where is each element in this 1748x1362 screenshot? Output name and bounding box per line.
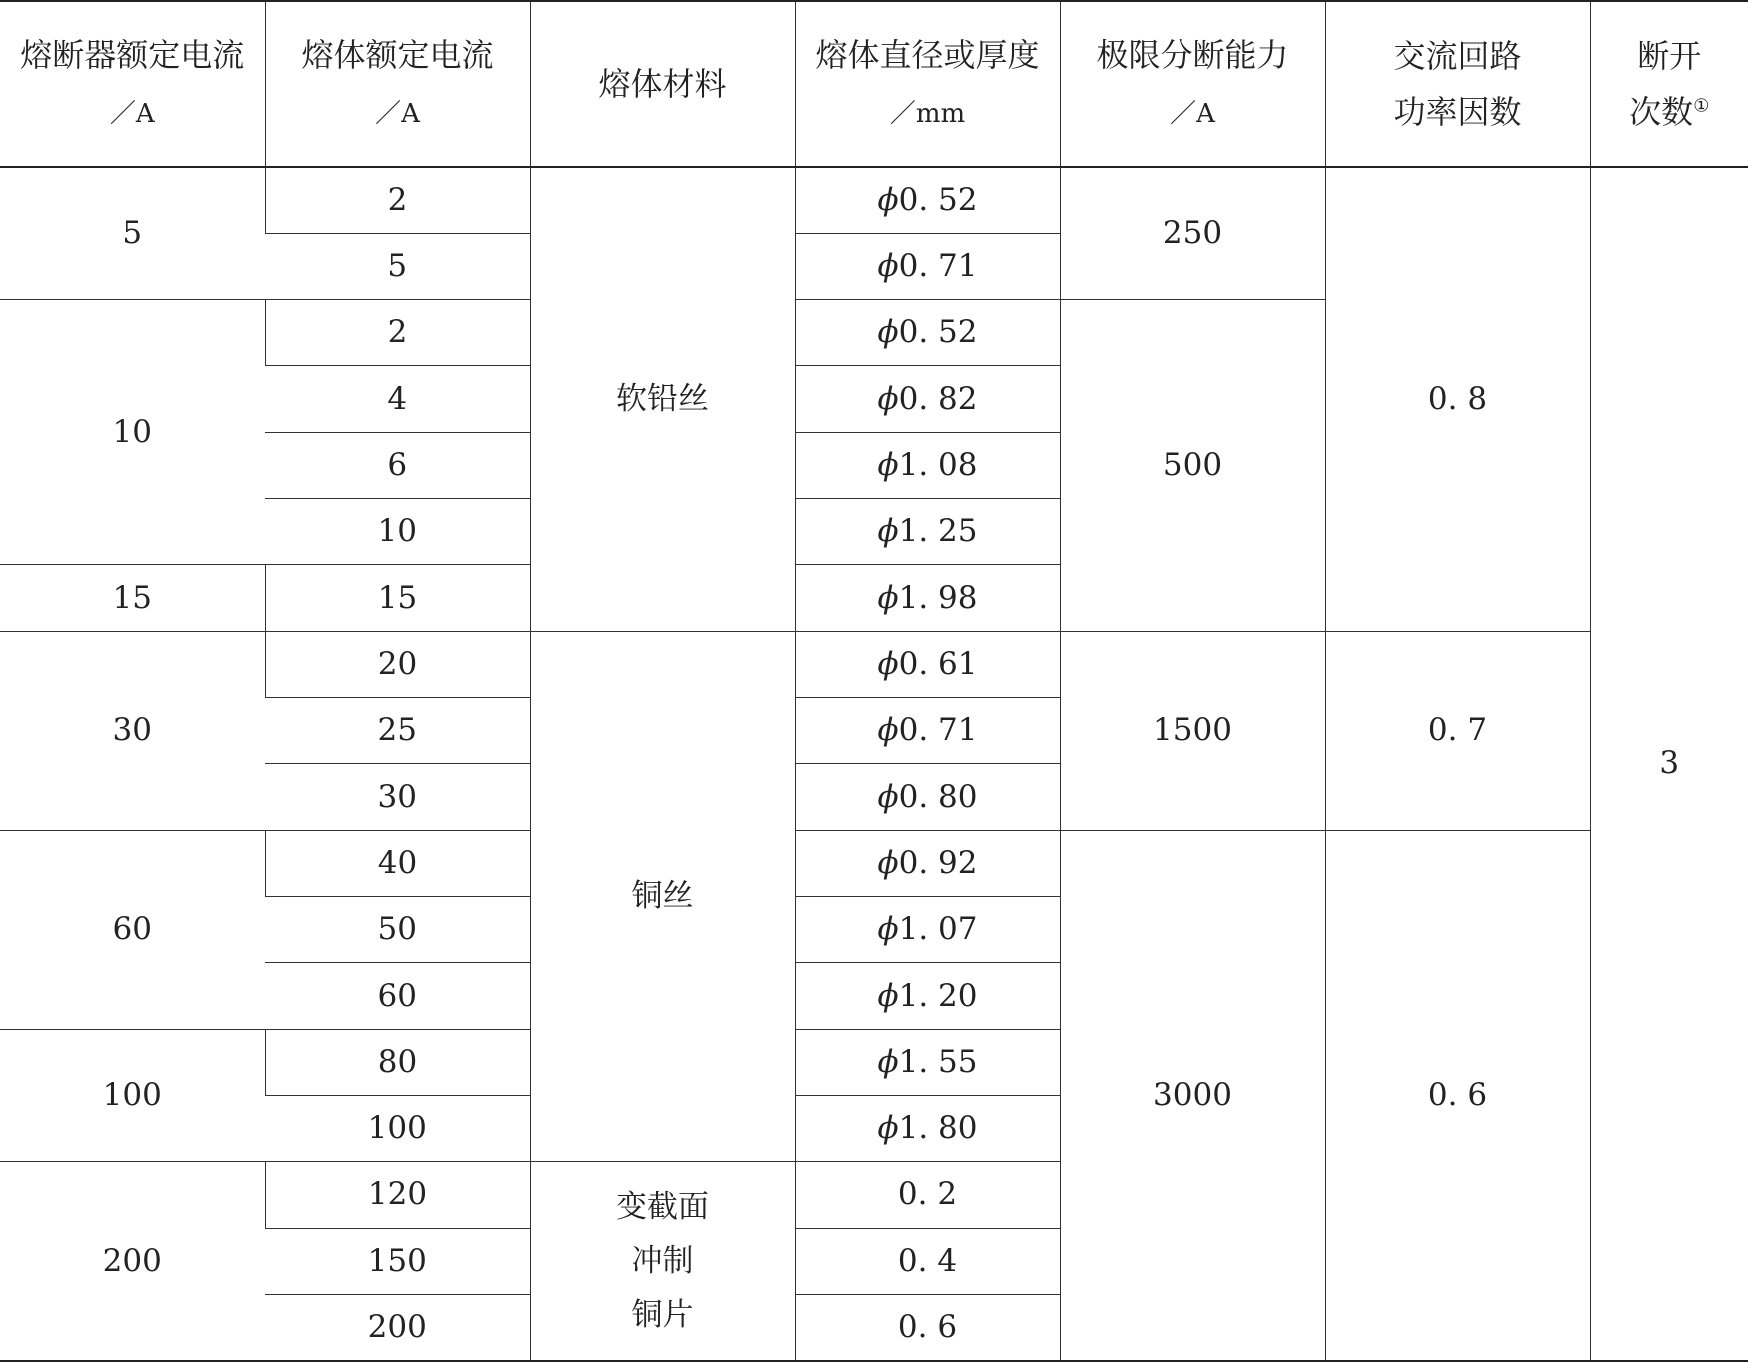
- breaking-capacity-cell: 500: [1060, 300, 1325, 632]
- diameter-value: 0. 92: [898, 844, 978, 881]
- header-label: 熔断器额定电流: [20, 35, 245, 74]
- melt-rating-cell: 6: [265, 432, 530, 498]
- melt-rating-cell: 80: [265, 1029, 530, 1095]
- diameter-cell: [795, 499, 1060, 565]
- header-break-times: [1590, 1, 1748, 167]
- diameter-cell: [795, 1029, 1060, 1095]
- fuse-rating-cell: 10: [0, 300, 265, 565]
- diameter-value: 0. 71: [898, 247, 978, 284]
- breaking-capacity-cell: 1500: [1060, 631, 1325, 830]
- diameter-value: 1. 20: [898, 977, 978, 1014]
- fuse-rating-cell: 5: [0, 167, 265, 300]
- diameter-cell: [795, 366, 1060, 432]
- diameter-value: 0. 52: [898, 181, 978, 218]
- melt-rating-cell: 15: [265, 565, 530, 631]
- phi-symbol: ϕ: [877, 446, 899, 483]
- melt-rating-cell: 40: [265, 830, 530, 896]
- fuse-rating-cell: 15: [0, 565, 265, 631]
- diameter-value: 1. 98: [898, 579, 978, 616]
- phi-symbol: ϕ: [877, 844, 899, 881]
- power-factor-cell: 0. 7: [1325, 631, 1590, 830]
- breaking-capacity-cell: 3000: [1060, 830, 1325, 1361]
- header-label: 交流回路: [1393, 37, 1522, 75]
- diameter-value: 0. 52: [898, 314, 978, 351]
- header-melt-material: [530, 1, 795, 167]
- phi-symbol: ϕ: [877, 380, 899, 417]
- fuse-rating-cell: 100: [0, 1029, 265, 1162]
- melt-rating-cell: 200: [265, 1295, 530, 1361]
- thickness-cell: 0. 2: [795, 1162, 1060, 1228]
- fuse-rating-cell: 60: [0, 830, 265, 1029]
- melt-rating-cell: 120: [265, 1162, 530, 1228]
- header-melt-diameter: [795, 1, 1060, 167]
- material-label: 铜片: [631, 1297, 694, 1334]
- diameter-cell: [795, 167, 1060, 233]
- header-melt-rated-current: [265, 1, 530, 167]
- material-label: 冲制: [631, 1243, 694, 1280]
- fuse-rating-cell: 200: [0, 1162, 265, 1361]
- phi-symbol: ϕ: [877, 579, 899, 616]
- table-row: [0, 631, 1748, 697]
- diameter-cell: [795, 233, 1060, 299]
- phi-symbol: ϕ: [877, 513, 899, 550]
- melt-rating-cell: 150: [265, 1228, 530, 1294]
- phi-symbol: ϕ: [877, 1043, 899, 1080]
- header-label: 功率因数: [1393, 93, 1522, 131]
- diameter-value: 1. 25: [898, 513, 978, 550]
- header-label: 熔体直径或厚度: [815, 35, 1040, 74]
- thickness-cell: 0. 4: [795, 1228, 1060, 1294]
- diameter-value: 1. 55: [898, 1043, 978, 1080]
- diameter-cell: [795, 897, 1060, 963]
- material-cell: [530, 1162, 795, 1361]
- melt-rating-cell: 20: [265, 631, 530, 697]
- footnote-marker: ①: [1693, 95, 1710, 117]
- phi-symbol: ϕ: [877, 778, 899, 815]
- diameter-value: 0. 61: [898, 645, 978, 682]
- header-label: 次数: [1629, 93, 1694, 131]
- material-label: 变截面: [616, 1189, 709, 1226]
- breaking-capacity-cell: 250: [1060, 167, 1325, 300]
- phi-symbol: ϕ: [877, 911, 899, 948]
- diameter-cell: [795, 830, 1060, 896]
- header-unit: ／A: [109, 98, 155, 129]
- material-cell: 软铅丝: [530, 167, 795, 631]
- phi-symbol: ϕ: [877, 645, 899, 682]
- header-unit: ／A: [1170, 98, 1215, 129]
- thickness-cell: 0. 6: [795, 1295, 1060, 1361]
- diameter-cell: [795, 432, 1060, 498]
- melt-rating-cell: 60: [265, 963, 530, 1029]
- diameter-value: 0. 71: [898, 712, 978, 749]
- diameter-cell: [795, 764, 1060, 830]
- phi-symbol: ϕ: [877, 712, 899, 749]
- header-label: 熔体材料: [598, 65, 727, 103]
- diameter-value: 1. 07: [898, 911, 978, 948]
- diameter-value: 0. 80: [898, 778, 978, 815]
- material-cell: 铜丝: [530, 631, 795, 1162]
- melt-rating-cell: 10: [265, 499, 530, 565]
- diameter-value: 1. 08: [898, 446, 978, 483]
- diameter-value: 1. 80: [898, 1110, 978, 1147]
- header-label: 极限分断能力: [1096, 35, 1289, 74]
- header-breaking-capacity: [1060, 1, 1325, 167]
- diameter-value: 0. 82: [898, 380, 978, 417]
- melt-rating-cell: 5: [265, 233, 530, 299]
- header-fuse-rated-current: [0, 1, 265, 167]
- power-factor-cell: 0. 8: [1325, 167, 1590, 631]
- fuse-rating-cell: 30: [0, 631, 265, 830]
- melt-rating-cell: 2: [265, 300, 530, 366]
- header-label: 断开: [1637, 37, 1702, 75]
- phi-symbol: ϕ: [877, 314, 899, 351]
- melt-rating-cell: 4: [265, 366, 530, 432]
- phi-symbol: ϕ: [877, 1110, 899, 1147]
- melt-rating-cell: 100: [265, 1096, 530, 1162]
- table-row: [0, 167, 1748, 233]
- header-label: 熔体额定电流: [301, 35, 494, 74]
- diameter-cell: [795, 963, 1060, 1029]
- melt-rating-cell: 50: [265, 897, 530, 963]
- header-unit: ／A: [375, 98, 420, 129]
- melt-rating-cell: 25: [265, 698, 530, 764]
- phi-symbol: ϕ: [877, 977, 899, 1014]
- phi-symbol: ϕ: [877, 181, 899, 218]
- table-row: [0, 830, 1748, 896]
- break-times-cell: 3: [1590, 167, 1748, 1361]
- melt-rating-cell: 30: [265, 764, 530, 830]
- diameter-cell: [795, 631, 1060, 697]
- diameter-cell: [795, 698, 1060, 764]
- diameter-cell: [795, 565, 1060, 631]
- power-factor-cell: 0. 6: [1325, 830, 1590, 1361]
- phi-symbol: ϕ: [877, 247, 899, 284]
- header-unit: ／mm: [889, 98, 966, 129]
- header-row: [0, 1, 1748, 167]
- header-power-factor: [1325, 1, 1590, 167]
- melt-rating-cell: 2: [265, 167, 530, 233]
- diameter-cell: [795, 1096, 1060, 1162]
- diameter-cell: [795, 300, 1060, 366]
